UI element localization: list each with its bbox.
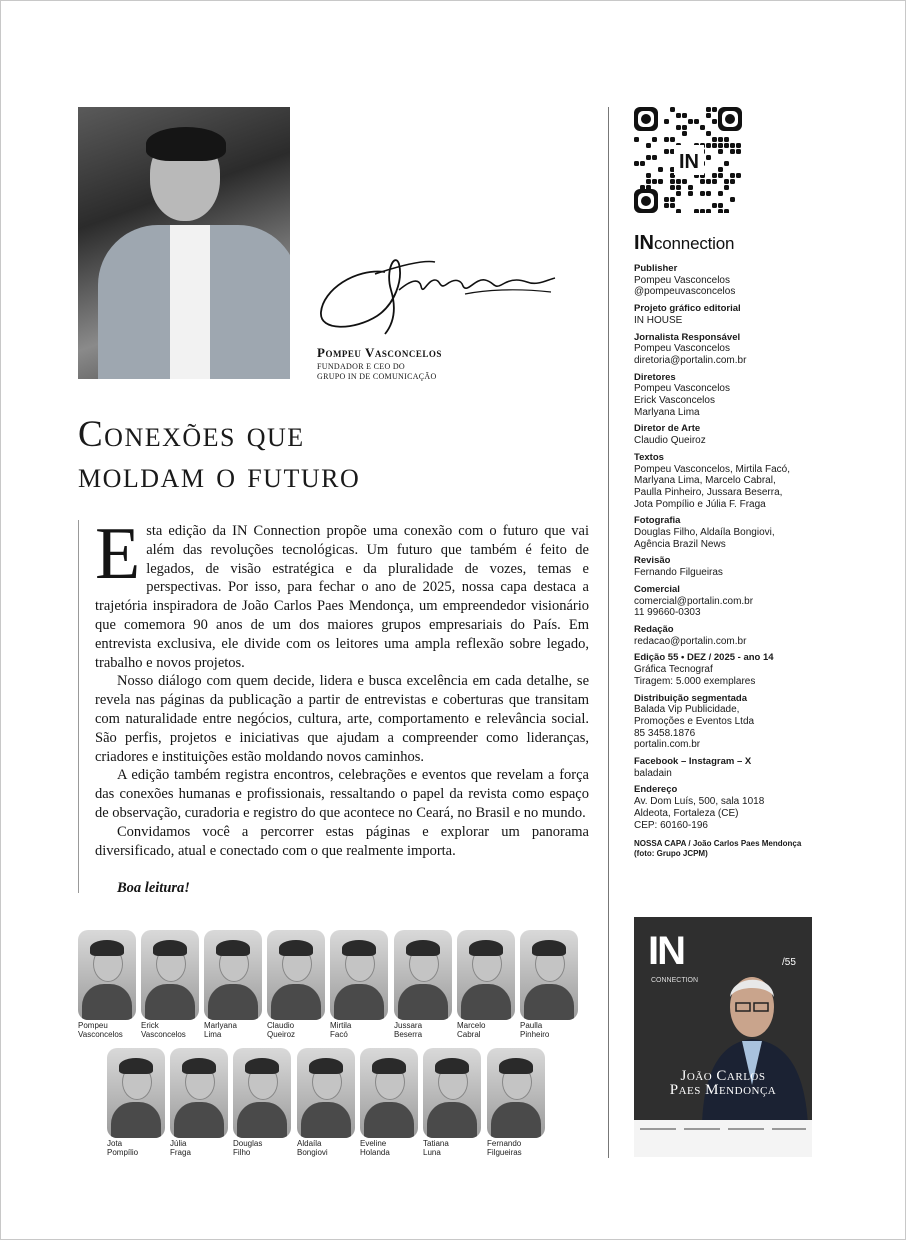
- founder-photo: [78, 107, 290, 379]
- credit-label: Diretor de Arte: [634, 423, 701, 435]
- article-paragraph: Convidamos você a percorrer estas páginas e explorar um panorama diversificado, atual e conectado com o que realmente importa.: [95, 823, 589, 859]
- credit-line: Pompeu Vasconcelos: [634, 343, 730, 355]
- cover-connection: CONNECTION: [651, 977, 699, 984]
- credit-label: Facebook – Instagram – X: [634, 756, 752, 768]
- team-member-photo: [78, 930, 136, 1020]
- credit-block: [634, 555, 834, 578]
- cover-logo: IN: [648, 929, 684, 973]
- qr-code-icon: [634, 107, 742, 213]
- editorial-article: [95, 513, 589, 860]
- credit-label: Distribuição segmentada: [634, 692, 747, 704]
- credit-line: comercial@portalin.com.br: [634, 595, 754, 607]
- credit-line: Pompeu Vasconcelos, Mirtila Facó,: [634, 463, 790, 475]
- credit-block: [634, 263, 834, 298]
- team-member: [520, 930, 578, 1039]
- team-member-name: Jota Pompílio: [107, 1139, 139, 1157]
- credit-line: Erick Vasconcelos: [634, 395, 715, 407]
- credit-label: Fotografia: [634, 515, 681, 527]
- credit-line: 85 3458.1876: [634, 727, 696, 739]
- credit-label: Publisher: [634, 263, 678, 274]
- article-rule: [78, 520, 79, 893]
- drop-cap: E: [95, 513, 141, 595]
- credit-line: Balada Vip Publicidade,: [634, 704, 740, 716]
- credit-line: Agência Brazil News: [634, 538, 726, 550]
- cover-name: João Carlos Paes Mendonça: [669, 1068, 777, 1098]
- team-member: [170, 1048, 228, 1157]
- team-member-photo: [394, 930, 452, 1020]
- team-member: [107, 1048, 165, 1157]
- article-paragraph: Esta edição da IN Connection propõe uma conexão com o futuro que vai além das revoluções tecnológicas. Um futuro que também é feito de legados, de visão estratégica e da pluralidade de vozes, temas e perspectivas. Por isso, para fechar o ano de 2025, nossa capa destaca a trajetória inspiradora de João Carlos Paes Mendonça, um empreendedor visionário que comemora 90 anos de um dos maiores grupos empresariais do País. Em entrevista exclusiva, ele divide com os leitores uma ampla reflexão sobre legado, trabalho e novos projetos.: [95, 513, 589, 671]
- team-member-photo: [170, 1048, 228, 1138]
- credit-label: Textos: [634, 451, 664, 463]
- team-member: [330, 930, 388, 1039]
- credit-line: redacao@portalin.com.br: [634, 635, 747, 647]
- svg-text:IN: IN: [679, 151, 699, 173]
- credit-line: Claudio Queiroz: [634, 435, 706, 447]
- cover-caption: NOSSA CAPA / João Carlos Paes Mendonça (foto: Grupo JCPM): [634, 839, 802, 859]
- credit-line: Pompeu Vasconcelos: [634, 383, 730, 395]
- credit-block: [634, 693, 834, 752]
- team-member-photo: [423, 1048, 481, 1138]
- team-member-photo: [520, 930, 578, 1020]
- team-member-photo: [360, 1048, 418, 1138]
- team-member: [267, 930, 325, 1039]
- signature-name: Pompeu Vasconcelos: [317, 345, 442, 360]
- column-divider: [608, 107, 609, 1158]
- brand-logo: INconnection: [634, 232, 735, 254]
- team-member-name: Douglas Filho: [233, 1139, 263, 1157]
- team-member-name: Eveline Holanda: [360, 1139, 390, 1157]
- team-member: [297, 1048, 355, 1157]
- cover-portrait: [692, 945, 812, 1125]
- credit-line: diretoria@portalin.com.br: [634, 354, 747, 366]
- team-member-name: Fernando Filgueiras: [487, 1139, 522, 1157]
- team-member: [360, 1048, 418, 1157]
- credit-block: [634, 584, 834, 619]
- credit-line: Paulla Pinheiro, Jussara Beserra,: [634, 486, 783, 498]
- team-member-photo: [204, 930, 262, 1020]
- credit-line: Jota Pompílio e Júlia F. Fraga: [634, 498, 766, 510]
- team-member-photo: [297, 1048, 355, 1138]
- credit-line: @pompeuvasconcelos: [634, 286, 736, 298]
- credit-line: Marlyana Lima: [634, 406, 700, 418]
- article-paragraph: A edição também registra encontros, celebrações e eventos que revelam a força das conexões humanas e profissionais, ressaltando o papel da revista como espaço de observação, curadoria e registro do que acontece no Ceará, no Brasil e no mundo.: [95, 767, 589, 821]
- credit-label: Projeto gráfico editorial: [634, 303, 741, 315]
- credit-block: [634, 423, 834, 446]
- team-member: [204, 930, 262, 1039]
- credit-block: [634, 303, 834, 326]
- team-member-name: Erick Vasconcelos: [141, 1021, 186, 1039]
- credit-label: Jornalista Responsável: [634, 331, 741, 343]
- signature-image: [315, 250, 565, 340]
- team-member-name: Marlyana Lima: [204, 1021, 237, 1039]
- credit-line: Douglas Filho, Aldaíla Bongiovi,: [634, 527, 775, 539]
- credit-block: [634, 515, 834, 550]
- credit-line: CEP: 60160-196: [634, 819, 708, 831]
- team-member-name: Tatiana Luna: [423, 1139, 449, 1157]
- team-member: [233, 1048, 291, 1157]
- credit-line: Aldeota, Fortaleza (CE): [634, 807, 739, 819]
- closing-line: Boa leitura!: [117, 880, 190, 896]
- credit-line: Pompeu Vasconcelos: [634, 274, 730, 286]
- team-member-name: Aldaíla Bongiovi: [297, 1139, 328, 1157]
- team-member: [487, 1048, 545, 1157]
- credit-line: baladain: [634, 767, 672, 779]
- credit-block: [634, 372, 834, 419]
- credit-label: Comercial: [634, 583, 680, 595]
- credit-label: Redação: [634, 623, 674, 635]
- team-member: [141, 930, 199, 1039]
- credit-line: Av. Dom Luís, 500, sala 1018: [634, 796, 765, 808]
- team-member-photo: [457, 930, 515, 1020]
- article-paragraph: Nosso diálogo com quem decide, lidera e busca excelência em cada detalhe, se revela nas páginas da publicação a partir de entrevistas e coberturas que transitam com naturalidade entre negócios, cultura, arte, comportamento e relevância social. São perfis, projetos e iniciativas que ajudam a compreender como lideranças, criadores e instituições estão moldando novos caminhos.: [95, 673, 589, 765]
- team-member-name: Claudio Queiroz: [267, 1021, 296, 1039]
- team-member: [394, 930, 452, 1039]
- credit-label: Revisão: [634, 555, 671, 567]
- team-member-photo: [330, 930, 388, 1020]
- team-member-photo: [267, 930, 325, 1020]
- credit-block: [634, 784, 834, 831]
- team-member-photo: [233, 1048, 291, 1138]
- team-member: [423, 1048, 481, 1157]
- credit-line: portalin.com.br: [634, 739, 701, 751]
- credit-line: Tiragem: 5.000 exemplares: [634, 675, 756, 687]
- credit-label: Diretores: [634, 371, 676, 383]
- credit-block: [634, 624, 834, 647]
- team-member: [457, 930, 515, 1039]
- credit-line: 11 99660-0303: [634, 607, 701, 619]
- team-member: [78, 930, 136, 1039]
- team-member-name: Jussara Beserra: [394, 1021, 423, 1039]
- credit-line: Gráfica Tecnograf: [634, 664, 713, 676]
- credit-line: IN HOUSE: [634, 314, 683, 326]
- credit-line: Promoções e Eventos Ltda: [634, 715, 755, 727]
- team-member-photo: [107, 1048, 165, 1138]
- team-member-name: Júlia Fraga: [170, 1139, 191, 1157]
- cover-issue: /55: [782, 957, 796, 968]
- team-member-name: Marcelo Cabral: [457, 1021, 486, 1039]
- credit-label: Edição 55 • DEZ / 2025 - ano 14: [634, 652, 774, 664]
- cover-footer-strip: [634, 1120, 812, 1157]
- credit-line: Fernando Filgueiras: [634, 567, 723, 579]
- masthead-credits: [634, 263, 834, 864]
- team-member-photo: [141, 930, 199, 1020]
- team-member-name: Mirtila Facó: [330, 1021, 352, 1039]
- credit-block: [634, 652, 834, 687]
- team-member-photo: [487, 1048, 545, 1138]
- signature-role: FUNDADOR E CEO DO GRUPO IN DE COMUNICAÇÃO: [317, 362, 437, 381]
- cover-thumbnail[interactable]: [634, 917, 812, 1157]
- credit-block: [634, 452, 834, 511]
- page-title: Conexões que moldam o futuro: [78, 414, 361, 496]
- team-member-name: Pompeu Vasconcelos: [78, 1021, 123, 1039]
- credit-label: Endereço: [634, 784, 678, 796]
- credit-block: [634, 756, 834, 779]
- credit-block: [634, 332, 834, 367]
- team-member-name: Paulla Pinheiro: [520, 1021, 550, 1039]
- credit-line: Marlyana Lima, Marcelo Cabral,: [634, 475, 776, 487]
